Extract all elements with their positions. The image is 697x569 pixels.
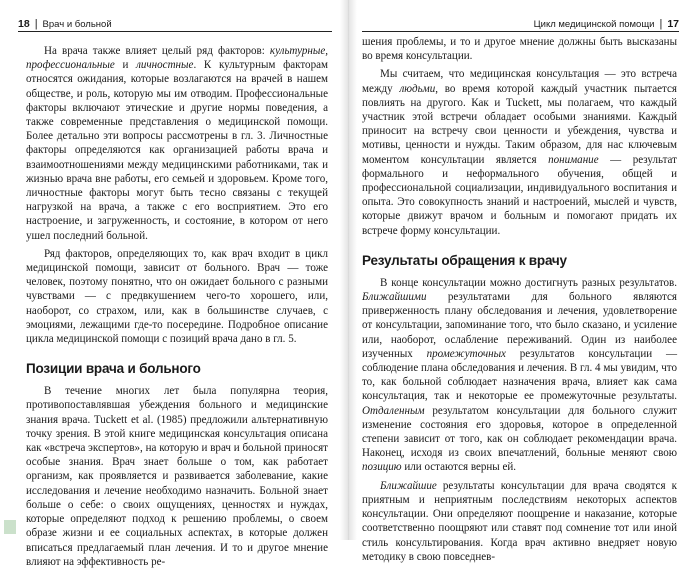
paragraph <box>362 67 677 237</box>
paragraph <box>362 479 677 564</box>
separator: | <box>34 18 38 30</box>
book-gutter <box>340 0 357 540</box>
text-run: результатами для больного являются приверженность плану обследования и лечения, удовлетворение от консультации, запоминание того, что было сказано, и усиление или, наоборот, ослабление переживаний. Один из наиболее изученных <box>362 291 677 360</box>
text-run: , во время которой каждый участник пытается повлиять на другого. Как и Tuckett, мы полагаем, что каждый участник этой встречи обладает особыми знаниями. Каждый приносит на встречу свои ценности и убеждения, чувства и мотивы, ценности и нужды. Таким образом, для нас ключевым моментом консультации является <box>362 82 678 166</box>
right-body-text <box>362 35 677 564</box>
text-run: На врача также влияет целый ряд факторов: <box>44 45 270 57</box>
right-page <box>357 0 697 563</box>
text-run: результатом консультации для больного служит изменение состояния его здоровья, которое в определенной степени зависит от того, как он соблюдает рекомендации врача. Наконец, исходя из своих впечатлений, больные меняют свою <box>362 404 677 460</box>
section-heading: Позиции врача и больного <box>26 361 201 377</box>
paragraph: Ряд факторов, определяющих то, как врач входит в цикл медицинской помощи, зависит от больного. Врач — тоже человек, поэтому понятно, что он ожидает больного с разными чувствами — с предвкушением чего-то хорошего, или, наоборот, со страхом, или, как в большинстве случаев, с эмоциями, лежащими где-то посередине. Подробное описание цикла медицинской помощи с позиций врача дано в гл. 5. <box>26 247 328 346</box>
page-number: 17 <box>667 18 679 30</box>
text-run: . К культурным факторам относятся ожидания, которые возлагаются на врачей в нашем обществе, и роль, которую мы им отводим. Профессиональные факторы включают этические и другие нормы поведения, а также современные представления о медицинской помощи. Более детально эти вопросы рассмотрены в гл. 3. Личностные факторы определяются как организацией работы врача и взаимоотношениями между медицинскими работниками, так и жизнью врача вне работы, его семьей и здоровьем. Кроме того, личностные факторы могут быть тесно связаны с текущей нагрузкой на врача, а также с его восприятием. Это его настроение, и загруженность, и состояние, в котором от него ушел последний больной. <box>26 59 328 242</box>
italic-run: понимание <box>548 153 599 166</box>
section-heading: Результаты обращения к врачу <box>362 252 567 268</box>
paragraph: В течение многих лет была популярна теория, противопоставлявшая убеждения больного и медицинские знания врача. Tuckett et al. (1985) предложили альтернативную точку зрения. В этой книге медицинская консультация описана как «встреча экспертов», на которую и врач и больной приносят особые знания. Врач знает больше о том, как работает организм, как проявляется и развивается заболевание, какие исследования и лечение необходимо назначить. Больной знает больше о себе: о своих ощущениях, ценностях и нуждах, которые определяют подход к решению проблемы, о своем образе жизни и ее социальных аспектах, в которые должен вписаться предлагаемый план лечения. И то и другое мнение влияют на эффективность ре- <box>26 385 328 568</box>
italic-run: Ближайшие <box>380 479 437 492</box>
text-run: Мы считаем, что медицинская консультация — это встреча между <box>362 68 677 95</box>
paragraph <box>26 44 328 243</box>
text-run: — результат формального и неформального обучения, общей и профессиональной социализации, индивидуального воспитания и опыта. Это совокупность знаний и настроений, мыслей и чувств, которые движут врачом и больным и помогают придать их встрече форму консультации. <box>362 153 677 237</box>
text-run: или остаются верны ей. <box>401 461 517 474</box>
left-body-text <box>26 44 328 569</box>
left-page <box>0 0 340 568</box>
italic-run: людьми <box>399 82 436 95</box>
italic-run: позицию <box>362 461 402 474</box>
text-run: В конце консультации можно достигнуть разных результатов. <box>380 276 677 289</box>
italic-run: Отдаленным <box>362 404 425 417</box>
running-head-right <box>362 17 679 32</box>
running-head-title: Врач и больной <box>42 18 112 30</box>
italic-run: культурные, профессиональные <box>26 45 328 72</box>
page-number: 18 <box>18 18 30 30</box>
paragraph <box>362 276 677 475</box>
separator: | <box>659 18 663 30</box>
text-run: результатов консультации — соблюдение плана обследования и лечения. В гл. 4 мы увидим, что то, как больной соблюдает назначения врача, влияет как сама консультация, так и некоторые ее промежуточные результаты. <box>362 347 677 403</box>
italic-run: Ближайшими <box>362 291 427 304</box>
italic-run: промежуточных <box>426 347 506 360</box>
italic-run: личностные <box>136 59 194 72</box>
text-run: результаты консультации для врача сводятся к приятным и неприятным последствиям некоторых аспектов консультации. Они определяют поощрение и наказание, которые соответственно поощряют или ставят под сомнение тот или иной стиль консультирования. Когда врач активно внедряет новую методику в свою повседнев- <box>362 479 677 563</box>
running-head-title: Цикл медицинской помощи <box>533 18 655 30</box>
text-run: и <box>114 59 137 72</box>
paragraph: шения проблемы, и то и другое мнение должны быть высказаны во время консультации. <box>362 36 677 63</box>
running-head-left <box>18 17 332 32</box>
edge-mark <box>4 520 16 534</box>
